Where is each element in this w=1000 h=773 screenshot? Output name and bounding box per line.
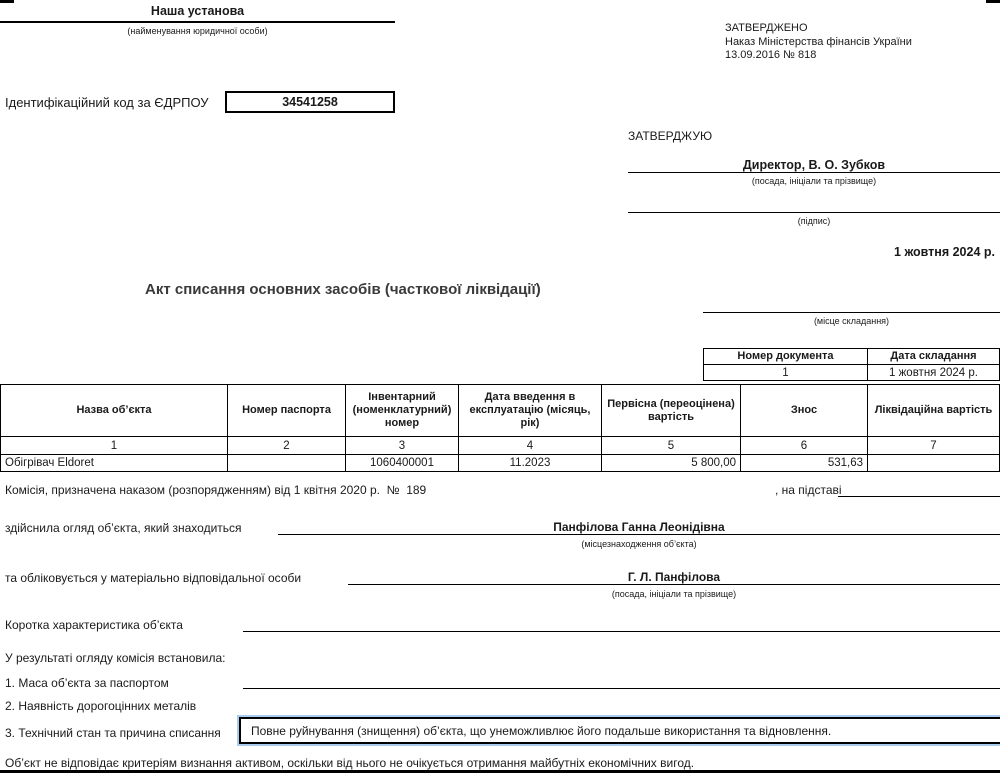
col-header-liquidation-value: Ліквідаційна вартість bbox=[868, 385, 1000, 437]
object-location-caption: (місцезнаходження об’єкта) bbox=[581, 539, 697, 549]
basis-label: , на підставі bbox=[775, 483, 842, 497]
col-number: 6 bbox=[741, 437, 868, 455]
cell-liquidation-value[interactable] bbox=[868, 455, 1000, 472]
col-header-commission-date: Дата введення в експлуатацію (місяць, рік) bbox=[459, 385, 602, 437]
item1-mass-label: 1. Маса об’єкта за паспортом bbox=[5, 676, 169, 690]
col-header-inventory: Інвентарний (номенклатурний) номер bbox=[346, 385, 459, 437]
approved-line-1: ЗАТВЕРДЖЕНО bbox=[725, 22, 808, 34]
col-number: 2 bbox=[228, 437, 346, 455]
org-name-field[interactable]: Наша установа bbox=[0, 4, 395, 23]
col-number: 4 bbox=[459, 437, 602, 455]
doc-number-value[interactable]: 1 bbox=[704, 365, 868, 381]
col-number: 1 bbox=[1, 437, 228, 455]
top-right-border-mark bbox=[986, 0, 1000, 3]
result-label: У результаті огляду комісія встановила: bbox=[5, 651, 226, 665]
custodian-caption: (посада, ініціали та прізвище) bbox=[611, 589, 737, 599]
custodian-label: та обліковується у матеріально відповідальної особи bbox=[5, 571, 302, 585]
approved-line-2: Наказ Міністерства фінансів України bbox=[725, 35, 912, 48]
edrpou-label: Ідентифікаційний код за ЄДРПОУ bbox=[5, 95, 209, 110]
document-title: Акт списання основних засобів (часткової ліквідації) bbox=[145, 281, 541, 298]
cell-initial-value[interactable]: 5 800,00 bbox=[602, 455, 741, 472]
top-left-border-mark bbox=[0, 0, 14, 3]
basis-field[interactable] bbox=[838, 480, 1000, 497]
cell-inventory-number[interactable]: 1060400001 bbox=[346, 455, 459, 472]
doc-number-table bbox=[703, 348, 1000, 381]
signature-caption: (підпис) bbox=[797, 216, 831, 226]
item3-condition-field-selected-cell[interactable]: Повне руйнування (знищення) об’єкта, що унеможливлює його подальше використання та відновлення. bbox=[239, 717, 1000, 744]
col-number: 7 bbox=[868, 437, 1000, 455]
item2-metals-label: 2. Наявність дорогоцінних металів bbox=[5, 699, 197, 713]
cell-object-name[interactable]: Обігрівач Eldoret bbox=[1, 455, 228, 472]
cell-commission-date[interactable]: 11.2023 bbox=[459, 455, 602, 472]
col-header-initial-value: Первісна (переоцінена) вартість bbox=[602, 385, 741, 437]
approve-label: ЗАТВЕРДЖУЮ bbox=[628, 129, 713, 143]
place-field[interactable] bbox=[703, 295, 1000, 313]
short-description-field[interactable] bbox=[243, 615, 1000, 632]
approval-date[interactable]: 1 жовтня 2024 р. bbox=[894, 245, 995, 259]
director-signature-field[interactable]: Директор, В. О. Зубков bbox=[628, 155, 1000, 173]
col-number: 3 bbox=[346, 437, 459, 455]
org-name-caption: (найменування юридичної особи) bbox=[127, 26, 268, 36]
director-caption: (посада, ініціали та прізвище) bbox=[751, 176, 877, 186]
inspection-label: здійснила огляд об’єкта, який знаходиться bbox=[5, 521, 242, 535]
doc-date-header: Дата складання bbox=[868, 349, 1000, 365]
custodian-field[interactable]: Г. Л. Панфілова bbox=[348, 568, 1000, 585]
doc-number-header: Номер документа bbox=[704, 349, 868, 365]
cell-depreciation[interactable]: 531,63 bbox=[741, 455, 868, 472]
doc-date-value[interactable]: 1 жовтня 2024 р. bbox=[868, 365, 1000, 381]
footer-note: Об’єкт не відповідає критеріям визнання активом, оскільки від нього не очікується отримання майбутніх економічних вигод. bbox=[5, 756, 695, 770]
approved-line-3: 13.09.2016 № 818 bbox=[725, 49, 817, 61]
commission-order-text: Комісія, призначена наказом (розпорядженням) від 1 квітня 2020 р. № 189 bbox=[5, 483, 427, 497]
cell-passport-number[interactable] bbox=[228, 455, 346, 472]
col-header-passport: Номер паспорта bbox=[228, 385, 346, 437]
approved-block bbox=[725, 22, 985, 63]
col-header-depreciation: Знос bbox=[741, 385, 868, 437]
col-number: 5 bbox=[602, 437, 741, 455]
edrpou-value-box[interactable]: 34541258 bbox=[225, 91, 395, 113]
place-caption: (місце складання) bbox=[813, 316, 890, 326]
signature-line[interactable] bbox=[628, 195, 1000, 213]
short-description-label: Коротка характеристика об’єкта bbox=[5, 618, 183, 632]
col-header-name: Назва об’єкта bbox=[1, 385, 228, 437]
item1-mass-field[interactable] bbox=[243, 672, 1000, 689]
object-location-field[interactable]: Панфілова Ганна Леонідівна bbox=[278, 518, 1000, 535]
item3-condition-label: 3. Технічний стан та причина списання bbox=[5, 726, 221, 740]
asset-table bbox=[0, 384, 1000, 472]
